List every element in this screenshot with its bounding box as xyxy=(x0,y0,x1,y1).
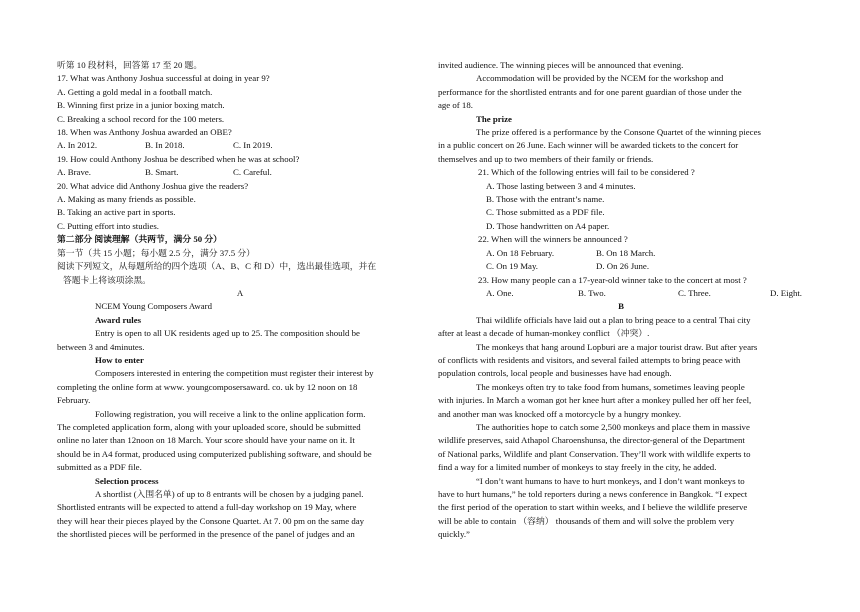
registration-text: submitted as a PDF file. xyxy=(57,462,142,473)
passage-b-paragraph-1: Thai wildlife officials have laid out a plan to bring peace to a central Thai city xyxy=(476,314,751,325)
listening-instruction: 听第 10 段材料，回答第 17 至 20 题。 xyxy=(57,60,203,70)
award-rules-text: between 3 and 4minutes. xyxy=(57,341,145,352)
passage-b-paragraph-2: of conflicts with residents and visitors, and several failed attempts to bring peace with xyxy=(438,354,741,365)
accommodation-text: age of 18. xyxy=(438,100,473,111)
question-23-option-a: A. One. xyxy=(486,287,514,298)
passage-b-paragraph-4: wildlife preserves, said Athapol Charoenshunsa, the director-general of the Department xyxy=(438,435,745,446)
prize-heading: The prize xyxy=(476,113,512,124)
selection-process-text: invited audience. The winning pieces will be announced that evening. xyxy=(438,60,684,70)
passage-b-paragraph-2: population controls, local people and businesses have had enough. xyxy=(438,368,672,379)
passage-b-paragraph-2: The monkeys that hang around Lopburi are a major tourist draw. But after years xyxy=(476,341,758,352)
question-23-option-b: B. Two. xyxy=(578,287,606,298)
passage-a-label: A xyxy=(236,287,244,298)
question-22-options-row-1 xyxy=(438,247,804,260)
question-18-option-a: A. In 2012. xyxy=(57,140,98,151)
question-20: 20. What advice did Anthony Joshua give the readers? xyxy=(57,180,249,191)
question-20-option-b: B. Taking an active part in sports. xyxy=(57,207,176,218)
question-22: 22. When will the winners be announced ? xyxy=(478,234,628,245)
how-to-enter-text: February. xyxy=(57,395,91,406)
question-20-option-c: C. Putting effort into studies. xyxy=(57,220,159,231)
question-21: 21. Which of the following entries will fail to be considered ? xyxy=(478,167,695,178)
question-17: 17. What was Anthony Joshua successful at doing in year 9? xyxy=(57,73,270,84)
section-1-heading: 第一节（共 15 小题；每小题 2.5 分，满分 37.5 分） xyxy=(57,247,255,258)
question-21-option-c: C. Those submitted as a PDF file. xyxy=(486,207,605,218)
selection-process-text: A shortlist (入围名单) of up to 8 entrants will be chosen by a judging panel. xyxy=(95,489,364,499)
award-rules-text: Entry is open to all UK residents aged up to 25. The composition should be xyxy=(95,328,360,339)
passage-b-paragraph-1: after at least a decade of human-monkey conflict （冲突）. xyxy=(438,328,650,339)
passage-b-paragraph-4: of National parks, Wildlife and plant Conservation. They’ll work with wildlife experts to xyxy=(438,448,751,459)
passage-b-paragraph-3: and another man was knocked off a motorcycle by a hungry monkey. xyxy=(438,408,682,419)
question-19: 19. How could Anthony Joshua be described when he was at school? xyxy=(57,153,300,164)
question-17-option-b: B. Winning first prize in a junior boxing match. xyxy=(57,100,225,111)
registration-text: should be in A4 format, produced using computerized publishing software, and should be xyxy=(57,448,372,459)
passage-b-paragraph-3: with injuries. In March a woman got her knee hurt after a monkey pulled her off her feel, xyxy=(438,395,752,406)
selection-process-text: the shortlisted pieces will be performed in the presence of the panel of judges and an xyxy=(57,529,355,540)
registration-text: The completed application form, along with your uploaded score, should be submitted xyxy=(57,421,361,432)
left-column xyxy=(57,59,423,542)
question-18-option-c: C. In 2019. xyxy=(233,140,273,151)
passage-b-paragraph-4: The authorities hope to catch some 2,500 monkeys and place them in massive xyxy=(476,421,750,432)
question-22-option-b: B. On 18 March. xyxy=(596,247,656,258)
passage-b-paragraph-4: find a way for a limited number of monkeys to stay freely in the city, he added. xyxy=(438,462,717,473)
question-22-option-a: A. On 18 February. xyxy=(486,247,555,258)
question-22-option-d: D. On 26 June. xyxy=(596,261,650,272)
how-to-enter-heading: How to enter xyxy=(95,354,144,365)
passage-b-paragraph-3: The monkeys often try to take food from humans, sometimes leaving people xyxy=(476,381,745,392)
how-to-enter-text: Composers interested in entering the competition must register their interest by xyxy=(95,368,374,379)
question-21-option-b: B. Those with the entrant’s name. xyxy=(486,194,605,205)
directions-line-1: 阅读下列短文，从每题所给的四个选项（A、B、C 和 D）中，选出最佳选项，并在 xyxy=(57,261,377,272)
award-rules-heading: Award rules xyxy=(95,314,142,325)
question-23: 23. How many people can a 17-year-old winner take to the concert at most ? xyxy=(478,274,747,285)
selection-process-text: they will hear their pieces played by the Consone Quartet. At 7. 00 pm on the same day xyxy=(57,515,365,526)
accommodation-text: performance for the shortlisted entrants and for one parent guardian of those under the xyxy=(438,86,742,97)
question-23-option-d: D. Eight. xyxy=(770,287,803,298)
question-18-option-b: B. In 2018. xyxy=(145,140,185,151)
question-23-option-c: C. Three. xyxy=(678,287,711,298)
passage-b-paragraph-5: the first period of the operation to start within weeks, and I believe the wildlife preserve xyxy=(438,502,748,513)
question-21-option-d: D. Those handwritten on A4 paper. xyxy=(486,220,610,231)
question-19-option-a: A. Brave. xyxy=(57,167,91,178)
passage-b-paragraph-5: will be able to contain （容纳） thousands of them and will solve the problem very xyxy=(438,515,735,526)
question-19-options xyxy=(57,166,423,179)
question-19-option-c: C. Careful. xyxy=(233,167,272,178)
accommodation-text: Accommodation will be provided by the NCEM for the workshop and xyxy=(476,73,724,84)
question-19-option-b: B. Smart. xyxy=(145,167,179,178)
prize-text: themselves and up to two members of their family or friends. xyxy=(438,153,654,164)
passage-b-paragraph-5: have to hurt humans,” he told reporters during a news conference in Bangkok. “I expect xyxy=(438,489,748,499)
passage-b-paragraph-5: quickly.” xyxy=(438,529,470,540)
prize-text: in a public concert on 26 June. Each winner will be awarded tickets to the concert for xyxy=(438,140,739,151)
passage-b-label: B xyxy=(618,301,624,312)
question-23-options xyxy=(438,287,804,300)
question-21-option-a: A. Those lasting between 3 and 4 minutes. xyxy=(486,180,636,191)
prize-text: The prize offered is a performance by the Consone Quartet of the winning pieces xyxy=(476,127,761,138)
how-to-enter-text: completing the online form at www. youngcomposersaward. co. uk by 12 noon on 18 xyxy=(57,381,358,392)
registration-text: online no later than 12noon on 18 March. Your score should have your name on it. It xyxy=(57,435,355,446)
question-20-option-a: A. Making as many friends as possible. xyxy=(57,194,196,205)
selection-process-text: Shortlisted entrants will be expected to attend a full-day workshop on 19 May, where xyxy=(57,502,357,513)
question-17-option-a: A. Getting a gold medal in a football match. xyxy=(57,86,213,97)
selection-process-heading: Selection process xyxy=(95,475,159,486)
question-18-options xyxy=(57,139,423,152)
passage-a-title: NCEM Young Composers Award xyxy=(95,301,212,312)
registration-text: Following registration, you will receive a link to the online application form. xyxy=(95,408,366,419)
passage-b-paragraph-5: “I don’t want humans to have to hurt monkeys, and I don’t want monkeys to xyxy=(476,475,745,486)
directions-line-2: 答题卡上将该项涂黑。 xyxy=(63,274,151,285)
question-17-option-c: C. Breaking a school record for the 100 meters. xyxy=(57,113,225,124)
right-column xyxy=(438,59,804,542)
question-18: 18. When was Anthony Joshua awarded an OBE? xyxy=(57,127,232,138)
question-22-option-c: C. On 19 May. xyxy=(486,261,538,272)
part-2-title: 第二部分 阅读理解（共两节，满分 50 分） xyxy=(57,234,222,245)
question-22-options-row-2 xyxy=(438,260,804,273)
